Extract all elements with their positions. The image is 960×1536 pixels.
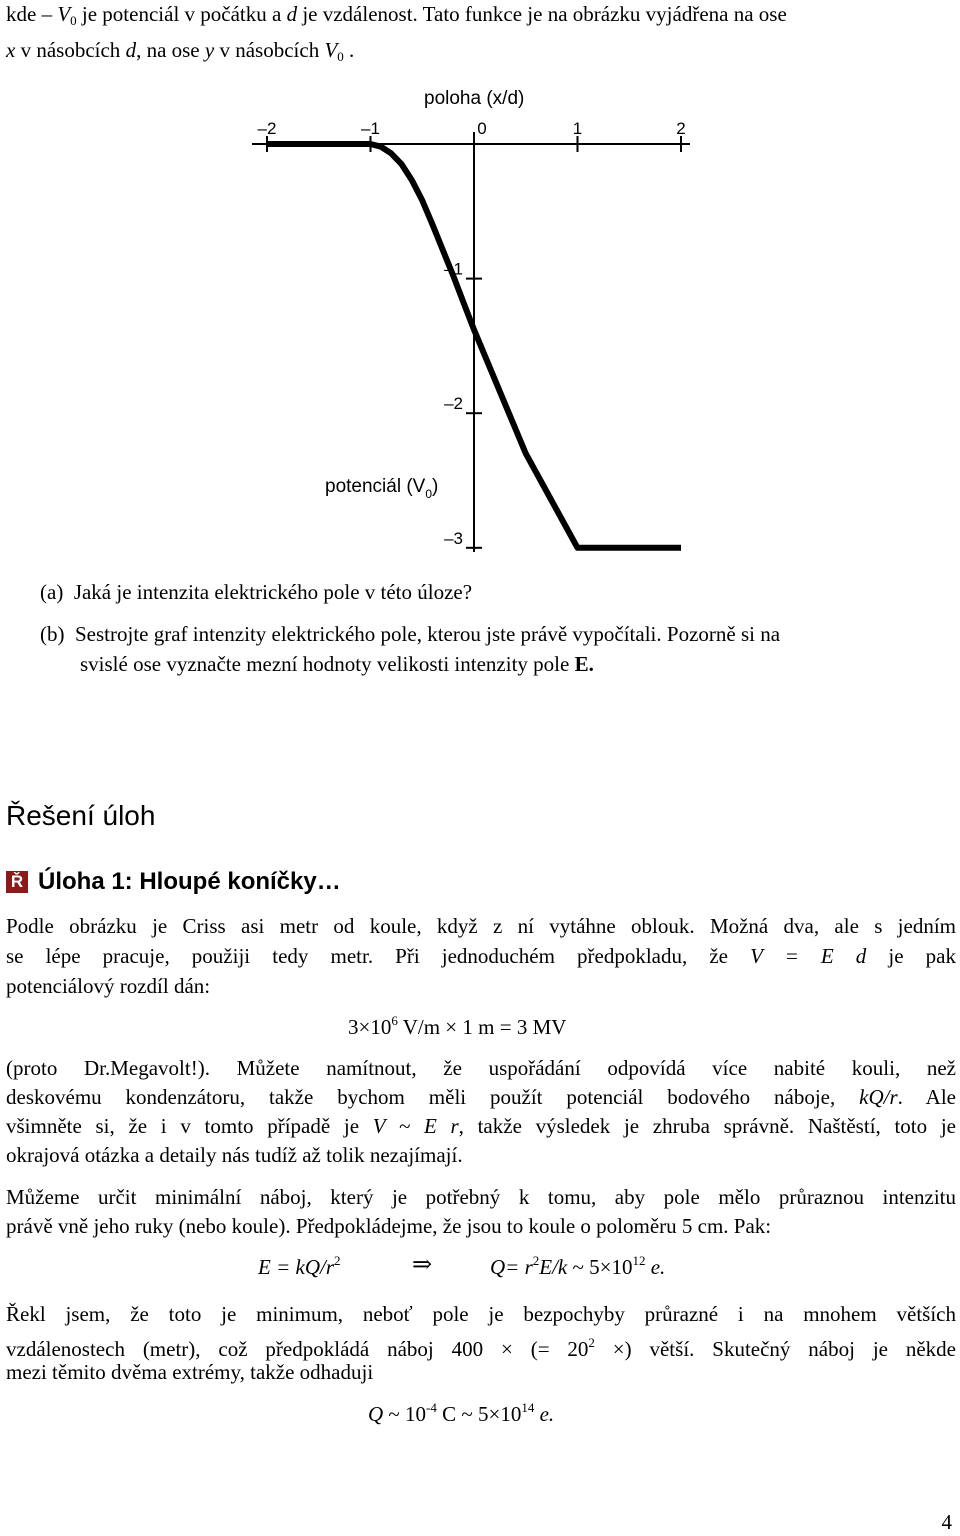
question-a-label: (a) (40, 580, 64, 604)
p3-line-1: Můžeme určit minimální náboj, který je potřebný k tomu, aby pole mělo průraznou intenzitu (6, 1185, 956, 1209)
p2-formula: V ~ E r (372, 1114, 459, 1138)
task-title (6, 868, 341, 896)
question-b-label: (b) (40, 622, 65, 646)
eq3-sup: -4 (426, 1400, 437, 1415)
y-tick-label: –1 (444, 259, 463, 279)
eq2-sup: 12 (632, 1253, 646, 1268)
p1-line-2 (6, 942, 956, 970)
x-ticks (258, 119, 686, 152)
question-a-text: Jaká je intenzita elektrického pole v této úloze? (73, 580, 473, 604)
y-tick-label: –3 (444, 528, 463, 548)
implies-arrow: ⇒ (412, 1252, 433, 1278)
intro-text: v násobcích (214, 38, 325, 62)
p1-line-3: potenciálový rozdíl dán: (6, 974, 211, 998)
eq3-sup: 14 (521, 1400, 535, 1415)
eq3-text: e. (534, 1402, 555, 1426)
eq2-sup: 2 (532, 1253, 540, 1268)
x-tick-label: –1 (361, 119, 380, 138)
task-title-text: Úloha 1: Hloupé koníčky… (38, 868, 341, 895)
intro-var-v: – V (41, 2, 71, 26)
intro-text: je vzdálenost. Tato funkce je na obrázku vyjádřena na ose (297, 2, 787, 26)
potential-chart (0, 80, 960, 560)
intro-line-1 (6, 0, 787, 35)
question-b-text: svislé ose vyznačte mezní hodnoty velikosti intenzity pole (80, 652, 575, 676)
eq2-text: ~ 5×10 (567, 1255, 633, 1279)
intro-text: . (343, 38, 355, 62)
question-b-line-2 (80, 650, 594, 678)
question-b (40, 620, 780, 648)
intro-text: kde (6, 2, 42, 26)
eq2-text: E/k (539, 1255, 568, 1279)
p2-line-4: okrajová otázka a detaily nás tudíž až tolik nezajímají. (6, 1143, 463, 1167)
eq1-text: 3×10 (348, 1015, 392, 1039)
eq1-sup: 6 (391, 1013, 398, 1028)
p4-line-3: mezi těmito dvěma extrémy, takže odhaduji (6, 1360, 374, 1384)
equation-3 (368, 1400, 554, 1427)
intro-var-d: d (286, 2, 298, 26)
p2-line-2 (6, 1083, 956, 1111)
p2-formula: kQ/r (859, 1085, 898, 1109)
page-number: 4 (941, 1510, 952, 1534)
p2-text: . Ale (897, 1085, 956, 1109)
y-axis-label: potenciál $(V_0)$ (325, 476, 439, 501)
p4-line-1: Řekl jsem, že toto je minimum, neboť pole je bezpochyby průrazné i na mnohem větších (6, 1302, 956, 1326)
x-tick-label: 1 (572, 119, 583, 138)
p4-text: vzdálenostech (metr), což předpokládá náboj 400 × (= 20 (6, 1337, 589, 1361)
eq3-text: ~ 10 (383, 1402, 427, 1426)
intro-text: v násobcích (15, 38, 126, 62)
p1-text: se lépe pracuje, použiji tedy metr. Při jednoduchém předpokladu, že (6, 944, 751, 968)
equation-2-right (490, 1253, 665, 1280)
intro-text: je potenciál v počátku a (76, 2, 287, 26)
task-badge: Ř (6, 871, 28, 893)
p1-formula: V = E d (750, 944, 867, 968)
eq2-text: E = kQ/r (258, 1255, 334, 1279)
x-axis-label: poloha (x/d) (424, 88, 525, 109)
x-tick-label: –2 (257, 119, 277, 138)
eq3-text: Q (368, 1402, 384, 1426)
eq2-text: e. (645, 1255, 666, 1279)
p2-line-3 (6, 1112, 956, 1140)
intro-text: , na ose (136, 38, 205, 62)
intro-var-y: y (204, 38, 215, 62)
eq3-text: C ~ 5×10 (436, 1402, 522, 1426)
eq2-sup: 2 (334, 1253, 341, 1268)
question-b-bold: E. (574, 652, 594, 676)
p1-line-1: Podle obrázku je Criss asi metr od koule, když z ní vytáhne oblouk. Možná dva, ale s jedním (6, 914, 956, 938)
p4-text: ×) větší. Skutečný náboj je někde (594, 1337, 956, 1361)
p2-text: všimněte si, že i v tomto případě je (6, 1114, 373, 1138)
x-tick-label: 2 (676, 119, 686, 138)
question-a (40, 578, 472, 606)
p4-sup: 2 (588, 1335, 595, 1350)
p2-text: deskovému kondenzátoru, takže bychom měli použít potenciál bodového náboje, (6, 1085, 860, 1109)
equation-2-left (258, 1253, 341, 1280)
intro-var-v: V (324, 38, 338, 62)
eq2-text: Q= r (490, 1255, 533, 1279)
p2-line-1: (proto Dr.Megavolt!). Můžete namítnout, že uspořádání odpovídá více nabité kouli, než (6, 1056, 956, 1080)
p3-line-2: právě vně jeho ruky (nebo koule). Předpokládejme, že jsou to koule o poloměru 5 cm. Pak: (6, 1214, 772, 1238)
p2-text: , takže výsledek je zhruba správně. Naštěstí, toto je (458, 1114, 956, 1138)
intro-line-2 (6, 36, 354, 71)
p1-text: je pak (866, 944, 956, 968)
eq1-text: V/m × 1 m = 3 MV (397, 1015, 567, 1039)
intro-var-x: x (6, 38, 16, 62)
intro-sub: 0 (337, 49, 344, 64)
intro-sub: 0 (70, 13, 77, 28)
y-tick-label: –2 (444, 394, 463, 414)
x-tick-label: 0 (477, 119, 487, 138)
question-b-text: Sestrojte graf intenzity elektrického pole, kterou jste právě vypočítali. Pozorně si na (75, 622, 781, 646)
solutions-heading: Řešení úloh (6, 800, 156, 831)
intro-var-d: d (125, 38, 137, 62)
equation-1 (348, 1013, 566, 1040)
